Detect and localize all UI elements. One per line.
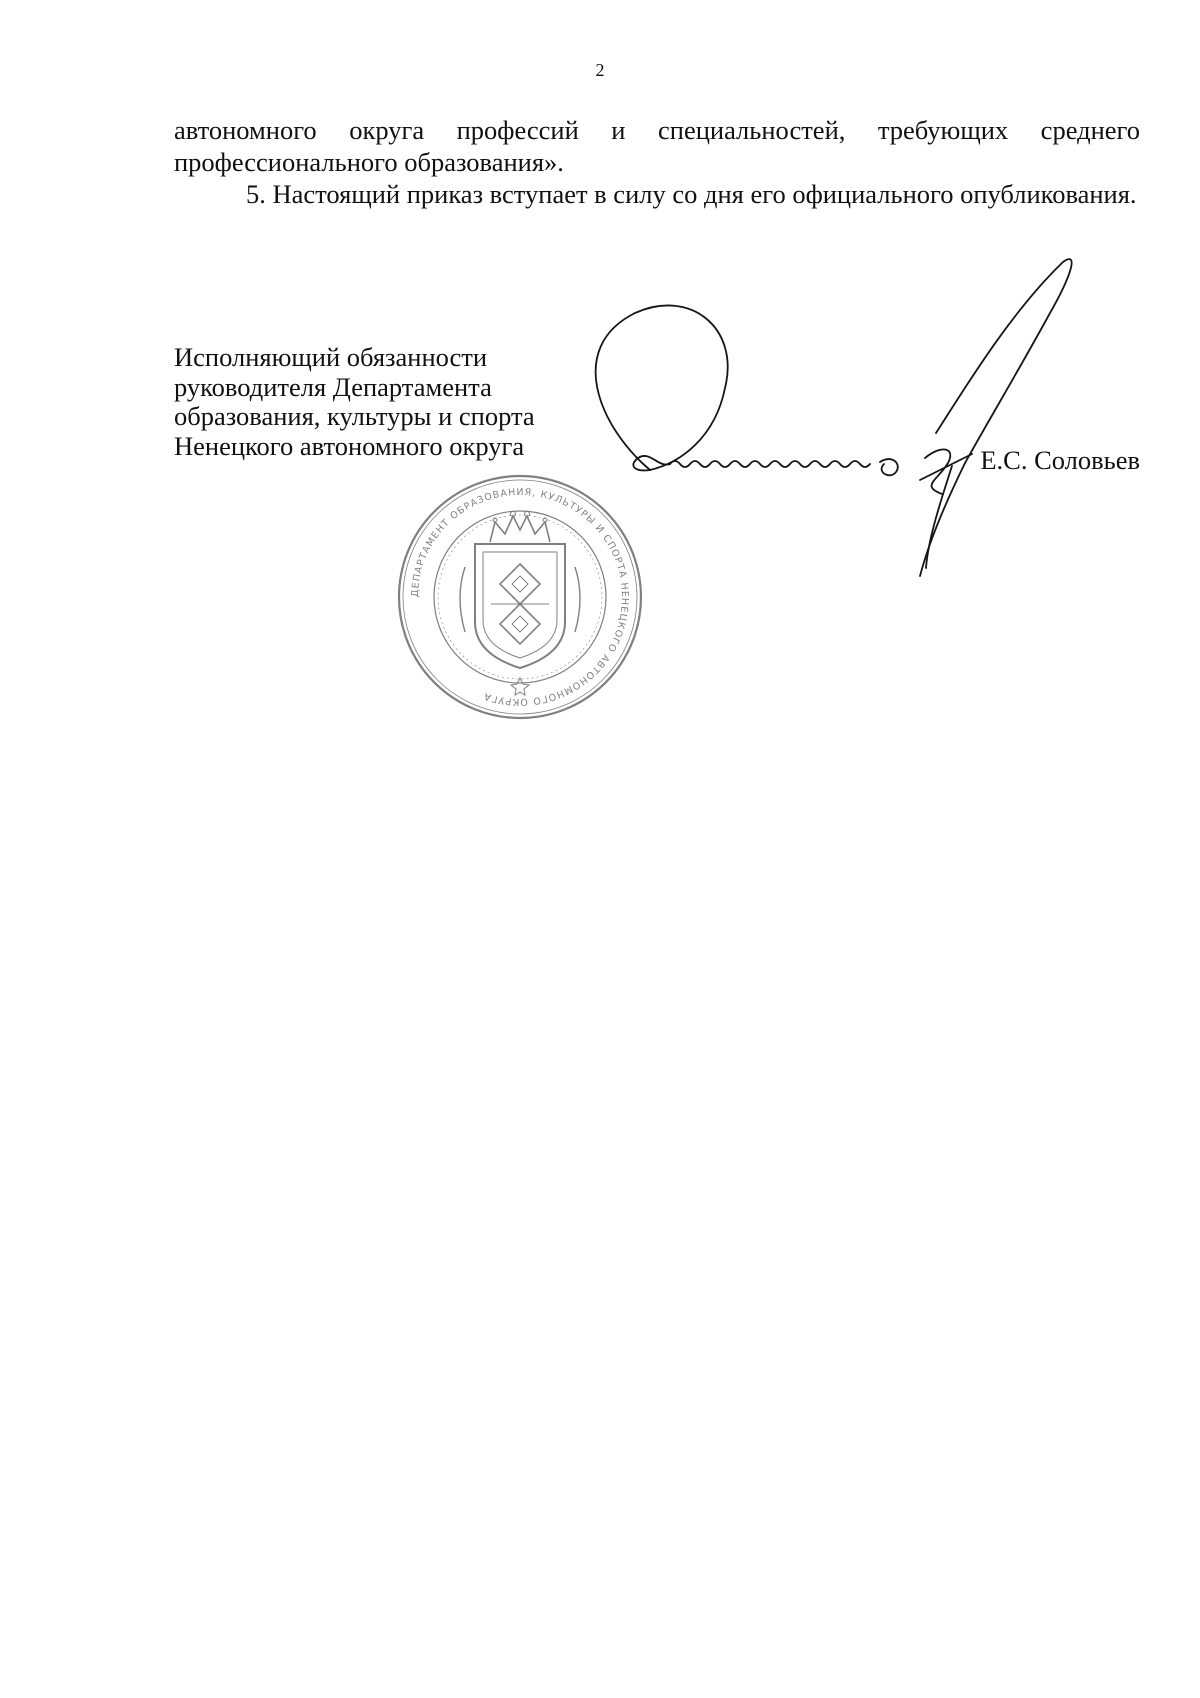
paragraph-item-5: 5. Настоящий приказ вступает в силу со дня его официального опубликования. [246,179,1137,209]
signer-title-line-3: образования, культуры и спорта [174,401,535,431]
signer-name: Е.С. Соловьев [980,445,1140,475]
handwritten-signature-icon [580,258,1100,578]
signature-block [174,343,535,461]
svg-text:ДЕПАРТАМЕНТ ОБРАЗОВАНИЯ, КУЛЬТ: ДЕПАРТАМЕНТ ОБРАЗОВАНИЯ, КУЛЬТУРЫ И СПОРТА НЕНЕЦКОГО АВТОНОМНОГО ОКРУГА [409,486,631,708]
signer-title-line-2: руководителя Департамента [174,371,492,402]
page-number: 2 [595,60,605,80]
signer-title-line-1: Исполняющий обязанности [174,342,488,372]
paragraph-continuation: автономного округа профессий и специальностей, требующих среднего профессионального образования». [174,115,1140,177]
signer-title-line-4: Ненецкого автономного округа [174,430,525,461]
document-body [174,114,1140,210]
